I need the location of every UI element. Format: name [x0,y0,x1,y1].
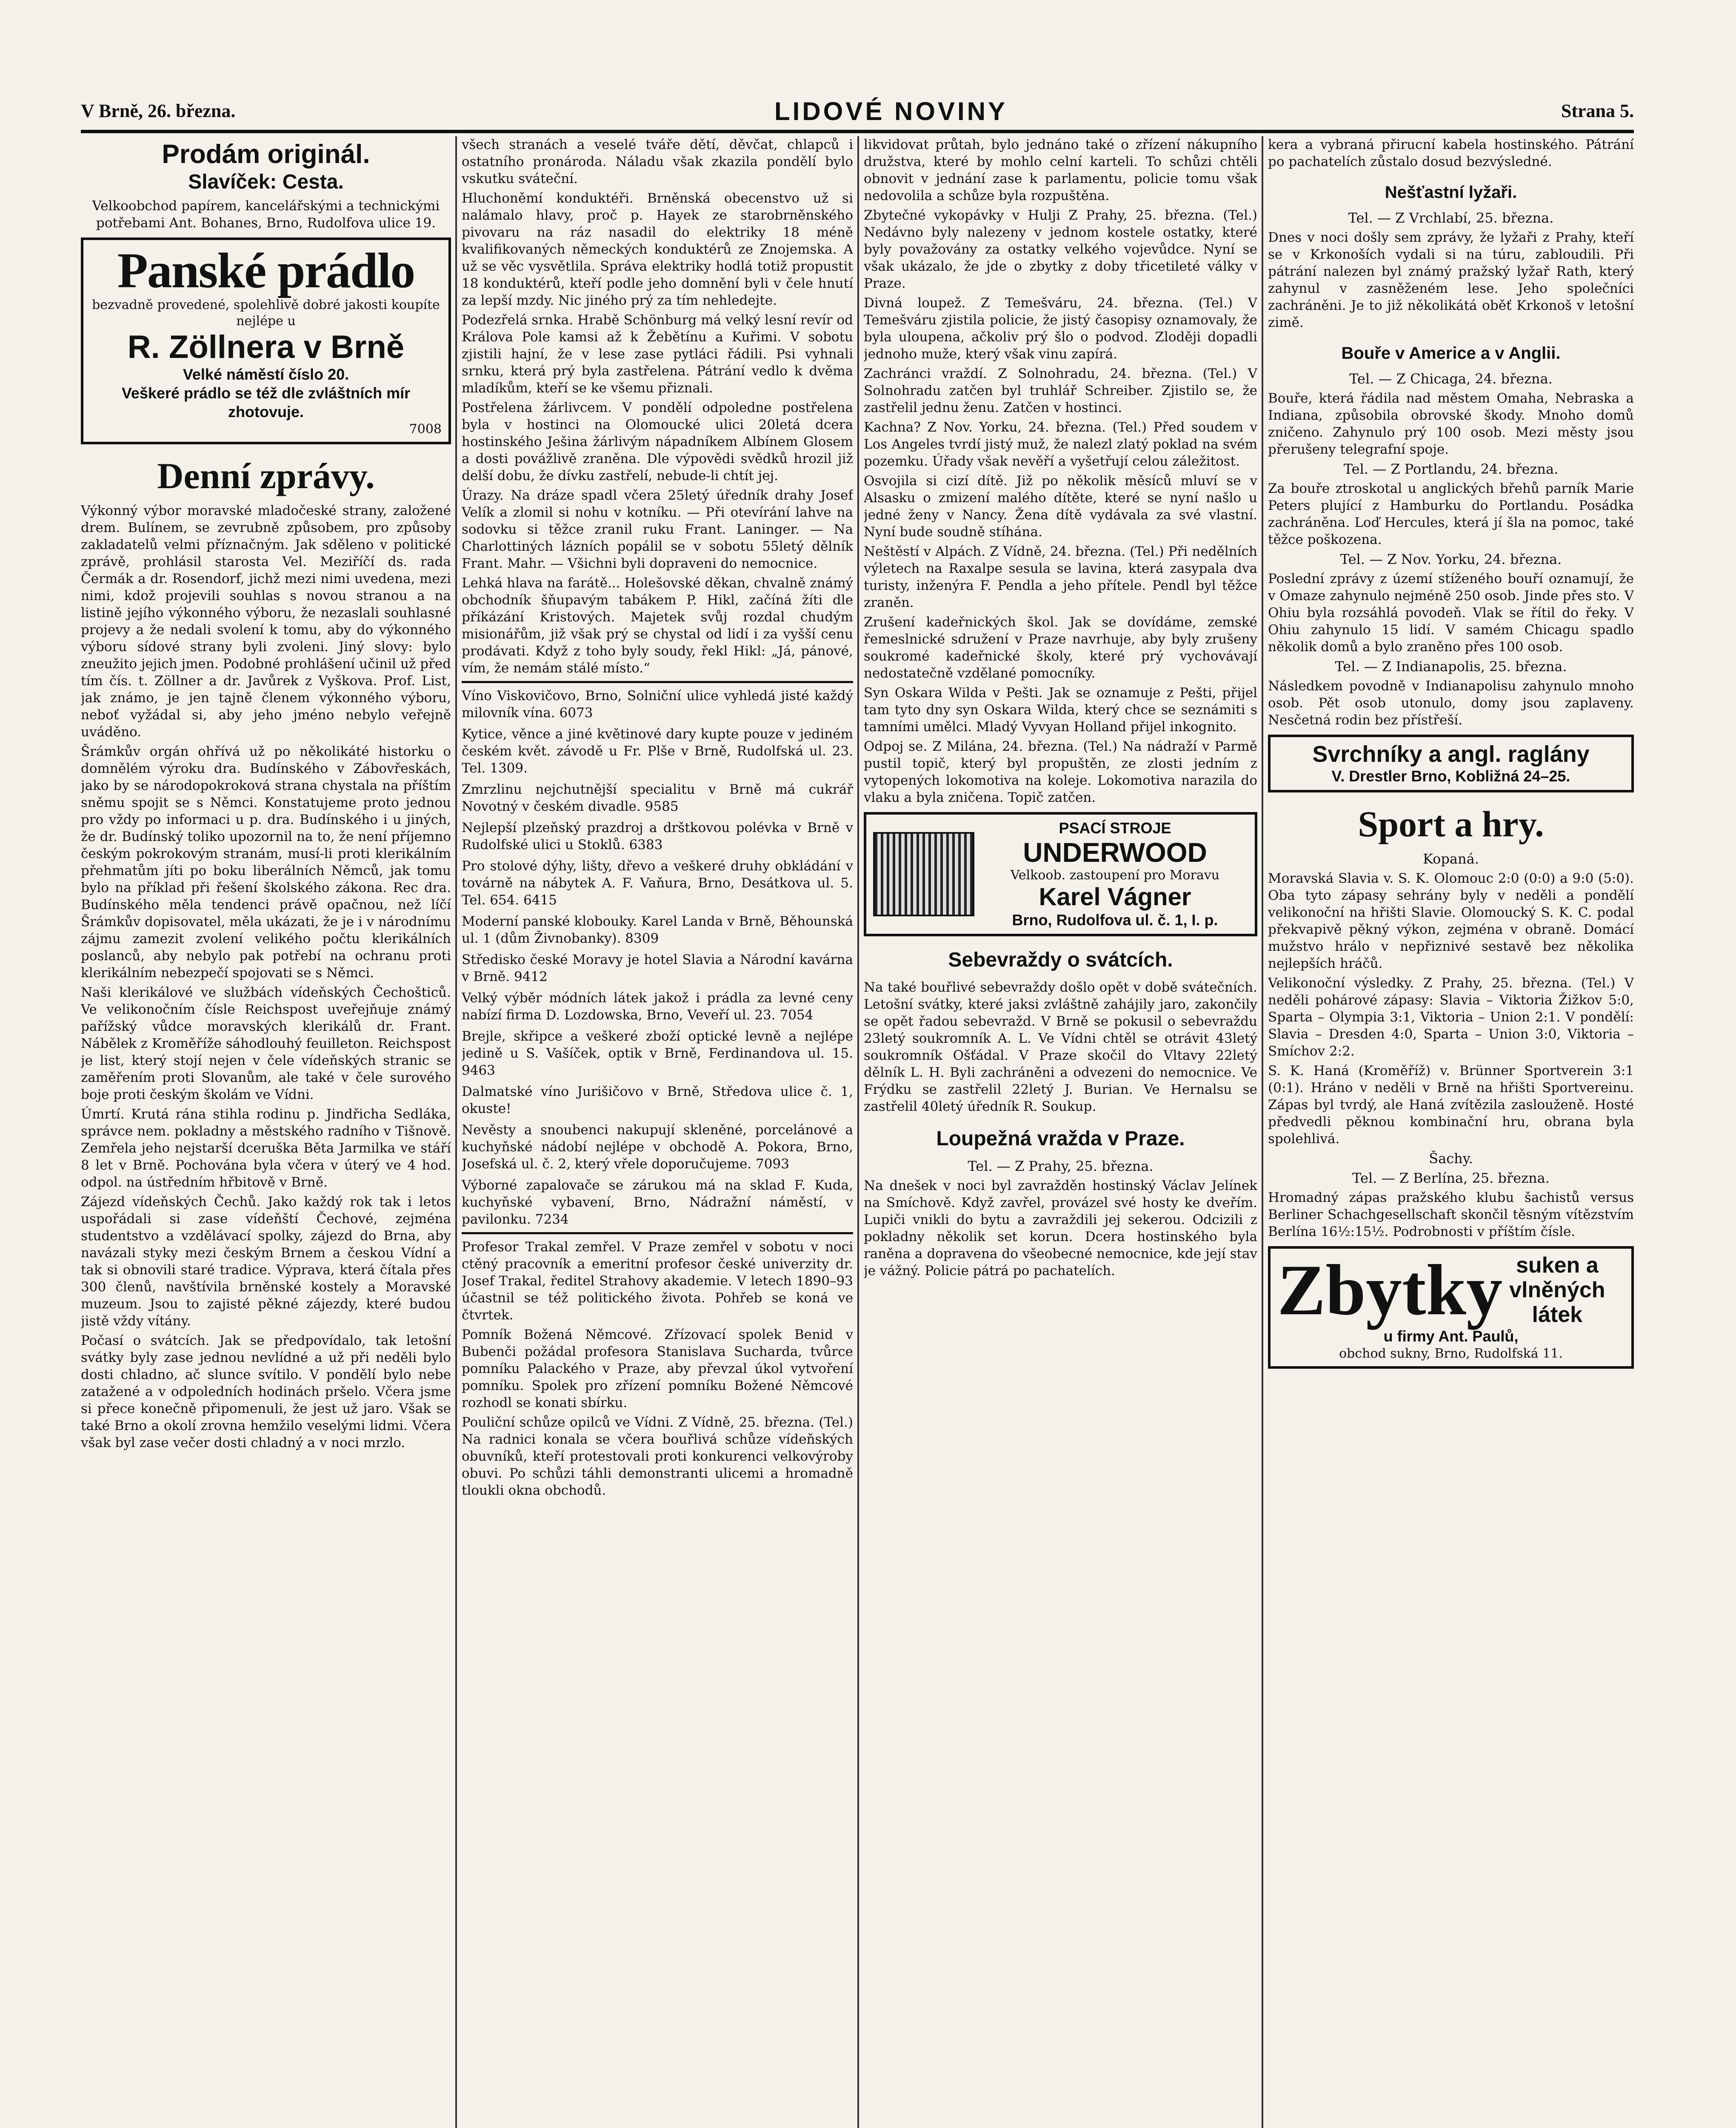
article-paragraph: Pomník Božená Němcové. Zřízovací spolek Benid v Bubenči požádal profesora Stanislava Sucharda, tvůrce pomníku Palackého v Praze, aby převzal úkol vytvoření pomníku. Spolek pro zřízení pomníku Božené Němcové rozhodl se konati sbírku. [462,1327,853,1410]
dateline: Tel. — Z Chicaga, 24. března. [1349,371,1553,387]
classified-ad: Dalmatské víno Jurišičovo v Brně, Středova ulice č. 1, okuste! [462,1084,853,1116]
article-paragraph: Profesor Trakal zemřel. V Praze zemřel v sobotu v noci ctěný pracovník a emeritní profesor české univerzity dr. Josef Trakal, ředitel Strahovy akademie. V letech 1890–93 účastnil se též politického života. Pohřeb se koná ve čtvrtek. [462,1239,853,1323]
article-paragraph: Podezřelá srnka. Hrabě Schönburg má velký lesní revír od Králova Pole kamsi až k Žebětínu a Kuřimi. V sobotu zjistili hajní, že v lese zase pytláci řádili. Psi vyhnali srnku, která prý byla zastřelena. Pátrání vedlo k dvěma mladíkům, kteří se ke všemu přiznali. [462,312,853,396]
dateline: Tel. — Z Indianapolis, 25. března. [1335,658,1567,675]
ad-underwood [864,812,1257,936]
column-2 [462,136,853,2128]
classified-ad: Výborné zapalovače se zárukou má na sklad F. Kuda, kuchyňské vybavení, Brno, Nádražní náměstí, v pavilonku. 7234 [462,1178,853,1227]
header-date: V Brně, 26. března. [81,100,236,121]
ad-zbytky [1268,1246,1634,1369]
article-paragraph: Postřelena žárlivcem. V pondělí odpoledne postřelena byla v hostinci na Olomoucké ulici 20letá dcera hostinského Ješina žárlivým nápadníkem Albínem Glosem a dosti povážlivě zraněna. Dle výpovědi svědků hrozil již delší dobu, že dívku zastřelí, nebude-li chtít jej. [462,400,853,483]
subsection-sachy: Šachy. [1429,1150,1473,1167]
classifieds-rule [462,681,853,683]
classified-ad: Moderní panské klobouky. Karel Landa v Brně, Běhounská ul. 1 (dům Živnobanky). 8309 [462,914,853,946]
article-paragraph: Výkonný výbor moravské mladočeské strany, založené drem. Bulínem, se zevrubně způsobem, pro způsoby zakladatelů velmi příznačným. Jak sděleno v politické zprávě, prohlásil starosta Vel. Meziříčí ds. rada Čermák a dr. Rosendorf, jichž mezi nimi uvedena, mezi nimi, kdož projevili souhlas s novou stranou a na listině jejího výkonného výboru, že nezaslali souhlasné projevy a že nedali svolení k tomu, aby do výkonného výboru sídové strany byli zvoleni. Jiný slovy: bylo zneužito jejich jmen. Podobné prohlášení učinil už před tím čís. t. Zöllner a dr. Javůrek z Vyškova. Prof. List, jak známo, je jen tajně členem výkonného výboru, neboť vyžádal si, aby jeho jméno nebylo veřejně uváděno. [81,503,451,740]
ad-pradlo-footer: Veškeré prádlo se též dle zvláštních mír zhotovuje. [121,384,411,420]
article-paragraph: Zbytečné vykopávky v Hulji Z Prahy, 25. března. (Tel.) Nedávno byly nalezeny v jednom kostele ostatky, které byly považovány za ostatky velkého vojevůdce. Nyní se však ukázalo, že jde o zbytky z doby třicetileté války v Praze. [864,208,1257,291]
article-paragraph: Kachna? Z Nov. Yorku, 24. března. (Tel.) Před soudem v Los Angeles tvrdí jistý muž, že nalezl zlatý poklad na svém pozemku. Úřady však nevěří a vyšetřují celou záležitost. [864,420,1257,469]
ad-underwood-line: Velkoob. zastoupení pro Moravu [1010,868,1220,883]
article-paragraph: Osvojila si cizí dítě. Již po několik měsíců mluví se v Alsasku o zmizení malého dítěte, které se nyní našlo u jedné ženy v Nancy. Žena dítě vydávala za své vlastní. Nyní bude soudně stíhána. [864,473,1257,540]
classified-ads [462,687,853,1228]
section-sport: Sport a hry. [1358,804,1544,844]
classified-ad: Velký výběr módních látek jakož i prádla za levné ceny nabízí firma D. Lozdowska, Brno, Veveří ul. 23. 7054 [462,990,853,1023]
ad-zbytky-firm: u firmy Ant. Paulů, [1383,1327,1519,1345]
ad-underwood-title: PSACÍ STROJE [1059,819,1171,837]
ad-pradlo-title: Panské prádlo [117,243,415,298]
ad-svrchniky-title: Svrchníky a angl. raglány [1312,741,1590,767]
dateline: Tel. — Z Nov. Yorku, 24. března. [1340,551,1562,567]
classified-ad: Zmrzlinu nejchutnější specialitu v Brně má cukrář Novotný v českém divadle. 9585 [462,782,853,814]
article-paragraph: Pouliční schůze opilců ve Vídni. Z Vídně, 25. března. (Tel.) Na radnici konala se včera bouřlivá schůze vídeňských obuvníků, kteří protestovali proti konkurenci velkovýroby obuvi. Po schůzi táhli demonstranti ulicemi a hromadně tloukli okna obchodů. [462,1415,853,1498]
headline-loupezna-vrazda: Loupežná vražda v Praze. [936,1127,1185,1150]
article-paragraph: kera a vybraná přirucní kabela hostinského. Pátrání po pachatelích zůstalo dosud bezvýsledné. [1268,137,1634,169]
page-number: Strana 5. [1561,100,1634,121]
column-divider [857,136,859,2128]
classified-ad: Brejle, skřipce a veškeré zboží optické levně a nejlépe jedině u S. Vašíček, optik v Brně, Ferdinandova ul. 15. 9463 [462,1029,853,1078]
article-paragraph: likvidovat průtah, bylo jednáno také o zřízení nákupního družstva, které by mohlo celní karteli. To schůzi chtěli obnovit v jednání zase k parlamentu, policie tomu však nedovolila a schůze byla rozpuštěna. [864,137,1257,203]
article-paragraph: Zachránci vraždí. Z Solnohradu, 24. března. (Tel.) V Solnohradu zatčen byl truhlář Schreiber. Zjistilo se, že zastřelil jednu ženu. Zatčen v hostinci. [864,366,1257,415]
article-paragraph: Divná loupež. Z Temešváru, 24. března. (Tel.) V Temešváru zjistila policie, že jistý časopisy oznamovaly, že byla uloupena, ačkoliv prý šlo o podvod. Zloději dopadli jednoho muže, který však vinu zapírá. [864,295,1257,362]
page-header [81,97,1634,126]
typewriter-illustration [873,832,974,916]
classified-ad: Víno Viskovičovo, Brno, Solniční ulice vyhledá jisté každý milovník vína. 6073 [462,688,853,721]
ad-pradlo [81,237,451,444]
article-paragraph: Úmrtí. Krutá rána stihla rodinu p. Jindřicha Sedláka, správce nem. pokladny a městského radního v Tišnově. Zemřela jeho nejstarší dceruška Běta Jarmilka ve stáří 8 let v Brně. Pochována byla včera v úterý ve 4 hod. odpol. na ústředním hřbitově v Brně. [81,1107,451,1190]
article-paragraph: Syn Oskara Wilda v Pešti. Jak se oznamuje z Pešti, přijel tam tyto dny syn Oskara Wilda, který chce se seznámiti s tamními umělci. Mladý Vyvyan Holland přijel inkognito. [864,685,1257,735]
ad-svrchniky-address: V. Drestler Brno, Kobližná 24–25. [1331,767,1570,785]
ad-zbytky-line: látek [1532,1302,1583,1327]
article-paragraph: Hluchoněmí konduktéři. Brněnská obecenstvo už si nalámalo hlavy, proč p. Hayek ze starobrněnského pivovaru na ráz nasadil do elektriky 18 méně kvalifikovaných německých konduktérů ze Znojemska. A už se věc vysvětlila. Správa elektriky hodlá totiž propustit 18 konduktérů, kteří podle jeho domnění byli v čele hnutí za lepší mzdy. Nic jiného prý za tím nehledejte. [462,191,853,308]
section-denni-zpravy: Denní zprávy. [157,455,375,496]
ad-underwood-address: Brno, Rudolfova ul. č. 1, I. p. [1012,911,1218,929]
header-rule [81,130,1634,133]
article-paragraph: Poslední zprávy z území stíženého bouří oznamují, že v Omaze zahynulo nejméně 250 osob. Jinde přes sto. V Ohiu byla rozsáhlá povodeň. Vlak se řítil do řeky. V Ohiu zahynulo 15 lidí. V samém Chicagu spadlo několik domů a bylo zraněno přes 100 osob. [1268,571,1634,655]
article-paragraph: Moravská Slavia v. S. K. Olomouc 2:0 (0:0) a 9:0 (5:0). Oba tyto zápasy sehrány byly v neděli a pondělí velikonoční na hřišti Slavie. Olomoucký S. K. C. podal překvapivě pěkný výkon, zejména v obraně. Domácí mužstvo hrálo v nepřiznivé sestavě bez několika nejlepších hráčů. [1268,871,1634,971]
ad-pradlo-text: bezvadně provedené, spolehlivě dobré jakosti koupíte nejlépe u [92,297,440,329]
ad-slavicek-subtitle: Slavíček: Cesta. [188,171,344,193]
article-paragraph: Za bouře ztroskotal u anglických břehů parník Marie Peters plující z Hamburku do Portlandu. Posádka zachráněna. Loď Hercules, která jí šla na pomoc, také těžce poškozena. [1268,481,1634,547]
column-1 [81,136,451,2128]
article-paragraph: Na také bouřlivé sebevraždy došlo opět v době svátečních. Letošní svátky, které jaksi zvláštně zahájily jaro, zakončily se opět řadou sebevražd. V Brně se pokusil o sebevraždu 23letý soukromník A. L. Ve Vídni chtěl se otrávit 43letý soukromník Ošťádal. V Praze skočil do Vltavy 22letý dělník L. H. Byli zachráněni a odvezeni do nemocnice. Ve Frýdku se zastřelil 22letý J. Burian. Ve Hernalsu se zastřelil 40letý úředník R. Soukup. [864,980,1257,1114]
article-paragraph: Zájezd vídeňských Čechů. Jako každý rok tak i letos uspořádali si zase vídeňští Čechové, zejména studentstvo a vzdělávací spolky, zájezd do Brna, aby navázali styky mezi českým Brnem a českou Vídní a tak si obnovili staré tradice. Výprava, která čítala přes 300 členů, navštívila brněnské kostely a Moravské muzeum. Jsou to zajisté pěkné zájezdy, které budou jistě vždy vítány. [81,1194,451,1329]
ad-pradlo-address: Velké náměstí číslo 20. [183,366,349,383]
article-paragraph: Naši klerikálové ve službách vídeňských Čechošticů. Ve velikonočním čísle Reichspost uveřejňuje známý pařížský vůdce moravských klerikálů dr. Frant. Nábělek z Kroměříže sáhodlouhý feuilleton. Reichspost je list, který stojí nejen v čele vídeňských stranic se zaměřením proti Slovanům, ale také v čele surového boje proti českým školám ve Vídni. [81,985,451,1102]
column-4 [1268,136,1634,2128]
classified-ad: Pro stolové dýhy, lišty, dřevo a veškeré druhy obkládání v továrně na nábytek A. F. Vaňura, Brno, Desátkova ul. 5. Tel. 654. 6415 [462,858,853,908]
column-divider [1262,136,1263,2128]
classifieds-rule [462,1232,853,1234]
article-paragraph: všech stranách a veselé tváře dětí, děvčat, chlapců i ostatního pronároda. Náladu však zkazila pondělí bylo vskutku sváteční. [462,137,853,186]
ad-pradlo-number: 7008 [409,422,442,437]
column-divider [455,136,457,2128]
article-paragraph: Na dnešek v noci byl zavražděn hostinský Václav Jelínek na Smíchově. Když zavřel, provázel své hosty ke dveřím. Lupiči vnikli do bytu a zavraždili jej sekerou. Odcizili z pokladny několik set korun. Dcera hostinského byla raněna a dopravena do všeobecné nemocnice, kde její stav je vážný. Policie pátrá po pachatelích. [864,1178,1257,1279]
ad-underwood-name: Karel Vágner [1039,883,1191,911]
masthead-title: LIDOVÉ NOVINY [774,97,1008,126]
column-3 [864,136,1257,2128]
article-paragraph: Lehká hlava na farátě... Holešovské děkan, chvalně známý obchodník šňupavým tabákem P. Hikl, začíná žíti dle příkázání Kristových. Majetek svůj rozdal chudým misionářům, již však prý se chystal od lidí i za vyšší cenu prodávati. Když z toho byly soudy, řekl Hikl: „Já, pánové, vím, že nemám stálé místo.“ [462,575,853,676]
subsection-kopana: Kopaná. [1423,851,1479,867]
article-paragraph: Dnes v noci došly sem zprávy, že lyžaři z Prahy, kteří se v Krkonoších vydali si na túru, zabloudili. Při pátrání nalezen byl známý pražský lyžař Rath, který zahynul v zasněženém lese. Jeho společníci zachráněni. Je to již několikátá oběť Krkonoš v letošní zimě. [1268,230,1634,330]
classified-ad: Kytice, věnce a jiné květinové dary kupte pouze v jediném českém květ. závodě u Fr. Plše v Brně, Rudolfská ul. 23. Tel. 1309. [462,726,853,776]
ad-svrchniky [1268,735,1634,792]
article-paragraph: Následkem povodně v Indianapolisu zahynulo mnoho osob. Pět osob utonulo, domy jsou zaplaveny. Nesčetná rodin bez přístřeší. [1268,678,1634,728]
ad-zbytky-line: vlněných [1509,1278,1605,1302]
ad-zbytky-word: Zbytky [1277,1250,1503,1330]
article-paragraph: S. K. Haná (Kroměříž) v. Brünner Sportverein 3:1 (0:1). Hráno v neděli v Brně na hřišti Sportvereinu. Zápas byl tvrdý, ale Haná zvítězila zaslouženě. Hosté předvedli pěknou kombinační hru, obrana byla spolehlivá. [1268,1063,1634,1147]
classified-ad: Středisko české Moravy je hotel Slavia a Národní kavárna v Brně. 9412 [462,952,853,984]
dateline: Tel. — Z Berlína, 25. března. [1352,1170,1550,1186]
dateline: Tel. — Z Portlandu, 24. března. [1343,461,1559,477]
article-paragraph: Bouře, která řádila nad městem Omaha, Nebraska a Indiana, způsobila obrovské škody. Mnoho domů zničeno. Zahynulo prý 100 osob. Mezi městy jsou přerušeny telegrafní spoje. [1268,391,1634,457]
classified-ad: Nevěsty a snoubenci nakupují skleněné, porcelánové a kuchyňské nádobí nejlépe v obchodě A. Pokora, Brno, Josefská ul. č. 2, který vřele doporučujeme. 7093 [462,1122,853,1172]
dateline: Tel. — Z Vrchlabí, 25. března. [1348,210,1554,226]
article-paragraph: Neštěstí v Alpách. Z Vídně, 24. března. (Tel.) Při nedělních výletech na Raxalpe sesula se lavina, která zasypala dva turisty, inženýra F. Pendla a jeho přítele. Pendl byl těžce zraněn. [864,544,1257,610]
ad-zbytky-address: obchod sukny, Brno, Rudolfská 11. [1339,1346,1563,1361]
headline-nestastni-lyzari: Nešťastní lyžaři. [1385,183,1517,202]
ad-slavicek-title: Prodám originál. [162,140,370,169]
article-paragraph: Odpoj se. Z Milána, 24. března. (Tel.) Na nádraží v Parmě pustil topič, který byl propuštěn, ze zlosti jedním z vytopených lokomotiva na koleje. Lokomotiva narazila do vlaku a byla zničena. Topič zatčen. [864,739,1257,805]
dateline: Tel. — Z Prahy, 25. března. [968,1158,1154,1174]
ad-slavicek-text: Velkoobchod papírem, kancelářskými a technickými potřebami Ant. Bohanes, Brno, Rudolfova ulice 19. [92,198,440,231]
headline-sebevrazdy: Sebevraždy o svátcích. [948,949,1173,971]
article-paragraph: Velikonoční výsledky. Z Prahy, 25. března. (Tel.) V neděli pohárové zápasy: Slavia – Viktoria Žižkov 5:0, Sparta – Olympia 3:1, Viktoria – Union 2:1. V pondělí: Slavia – Dresden 4:0, Sparta – Union 3:0, Viktoria – Smíchov 2:2. [1268,975,1634,1059]
headline-boure: Bouře v Americe a v Anglii. [1341,344,1561,363]
ad-zbytky-line: suken a [1516,1253,1599,1278]
ad-underwood-brand: UNDERWOOD [1023,837,1207,868]
article-paragraph: Šrámkův orgán ohřívá už po několikáté historku o domnělém výroku dra. Budínského v Zábovřeskách, jako by se národopokroková strana chystala na příštím sněmu spojit se s Němci. Konstatujeme proto jednou pro vždy po informaci u p. dra. Budínského i u jiných, že dr. Budínský toliko upozornil na to, že není příjemno českým pokrokovým stranám, musí-li proti klerikálním přehmatům jíti po boku liberálních Němců, jak tomu bylo na příklad při řešení školského zákona. Rec dra. Budínského měla tendenci právě opačnou, než líčí Šrámkův dopisovatel, měla ukázati, že je i v národnímu zájmu zamezit zvolení velikého počtu klerikálních poslanců, aby nebylo pak potřebí na ochranu proti klerikálním nebezpečí spojovati se s Němci. [81,744,451,981]
article-paragraph: Zrušení kadeřnických škol. Jak se dovídáme, zemské řemeslnické sdružení v Praze navrhuje, aby byly zrušeny soukromé kadeřnické školy, které prý vychovávají nedostatečně vzdělané pomocníky. [864,615,1257,681]
article-paragraph: Hromadný zápas pražského klubu šachistů versus Berliner Schachgesellschaft skončil těsným vítězstvím Berlína 16½:15½. Podrobnosti v příštím čísle. [1268,1190,1634,1239]
ad-pradlo-name: R. Zöllnera v Brně [127,329,405,365]
article-paragraph: Úrazy. Na dráze spadl včera 25letý úředník drahy Josef Velík a zlomil si nohu v kotníku. — Při otevírání lahve na sodovku si těžce zranil ruku Frant. Laninger. — Na Charlottiných lázních popálil se v sobotu 55letý dělník Frant. Mahr. — Všichni byli dopraveni do nemocnice. [462,488,853,571]
article-paragraph: Počasí o svátcích. Jak se předpovídalo, tak letošní svátky byly zase jednou nevlídné a už při neděli bylo dosti chladno, ač slunce svítilo. V pondělí bylo nebe zatažené a v odpoledních hodinách pršelo. Včera jsme si přece konečně připomenuli, že jest už jaro. Však se také Brno a okolí zrovna hemžilo veselými lidmi. Včera však byl zase večer dosti chladný a v noci mrzlo. [81,1333,451,1450]
classified-ad: Nejlepší plzeňský prazdroj a drštkovou polévka v Brně v Rudolfské ulici u Stoklů. 6383 [462,820,853,852]
